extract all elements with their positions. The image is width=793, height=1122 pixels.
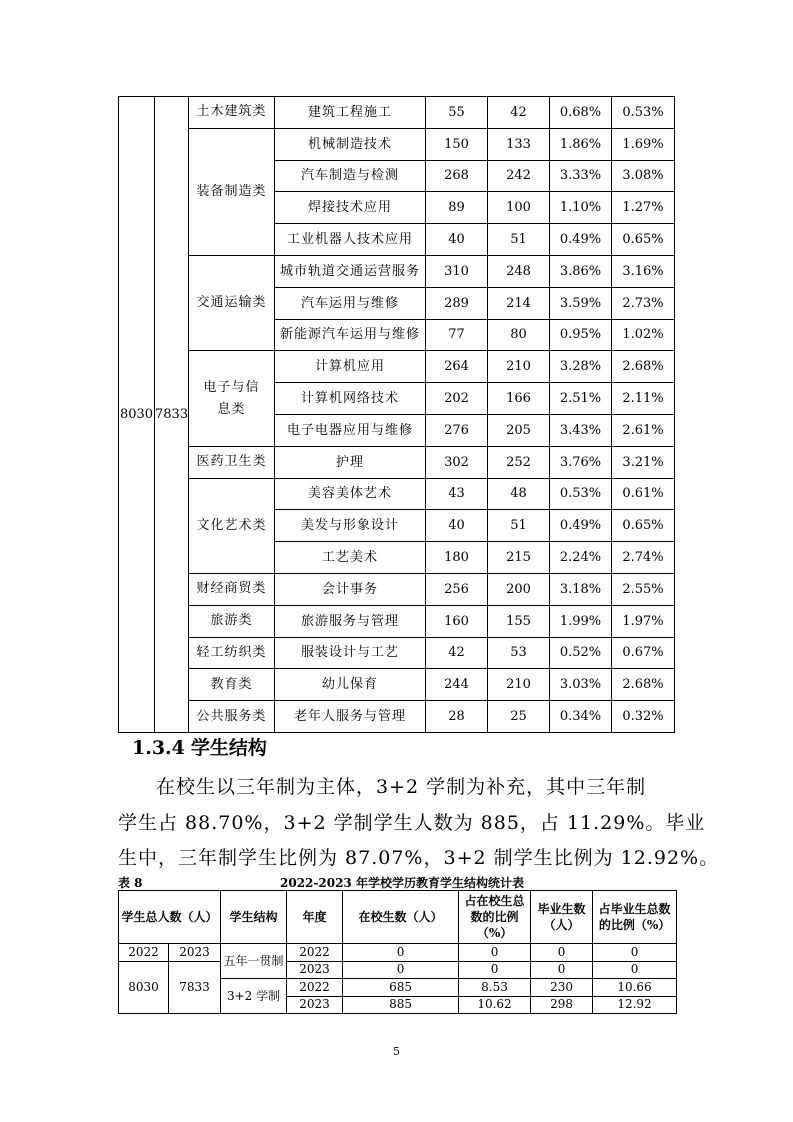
count-2023-cell: 51 bbox=[488, 224, 550, 256]
ratio-2022-cell: 0.53% bbox=[550, 478, 612, 510]
ratio-2022-cell: 3.43% bbox=[550, 414, 612, 446]
ratio-2022-cell: 3.28% bbox=[550, 351, 612, 383]
year-cell: 2023 bbox=[287, 961, 343, 979]
enrolled-cell: 885 bbox=[343, 996, 459, 1014]
table-caption-title: 2022-2023 年学校学历教育学生结构统计表 bbox=[280, 876, 524, 890]
enrolled-cell: 0 bbox=[343, 961, 459, 979]
year-cell: 2022 bbox=[287, 979, 343, 997]
ratio-2022-cell: 2.24% bbox=[550, 542, 612, 574]
ratio-2023-cell: 0.32% bbox=[612, 701, 675, 733]
major-name-cell: 机械制造技术 bbox=[275, 128, 426, 160]
count-2022-cell: 256 bbox=[426, 573, 488, 605]
table-row bbox=[119, 669, 675, 701]
major-name-cell: 幼儿保育 bbox=[275, 669, 426, 701]
ratio-2022-cell: 0.49% bbox=[550, 510, 612, 542]
enrolled-cell: 685 bbox=[343, 979, 459, 997]
ratio-2022-cell: 3.76% bbox=[550, 446, 612, 478]
ratio-2023-cell: 2.74% bbox=[612, 542, 675, 574]
count-2022-cell: 89 bbox=[426, 192, 488, 224]
table-row bbox=[119, 637, 675, 669]
student-structure-table bbox=[118, 890, 677, 1014]
category-cell: 电子与信息类 bbox=[189, 351, 275, 446]
table-row bbox=[119, 446, 675, 478]
ratio-2022-cell: 0.49% bbox=[550, 224, 612, 256]
ratio-2023-cell: 3.16% bbox=[612, 255, 675, 287]
ratio-2023-cell: 0.61% bbox=[612, 478, 675, 510]
ratio-2023-cell: 2.55% bbox=[612, 573, 675, 605]
count-2022-cell: 28 bbox=[426, 701, 488, 733]
count-2023-cell: 51 bbox=[488, 510, 550, 542]
section-heading bbox=[132, 733, 267, 760]
header-enrolled-ratio: 占在校生总数的比例（%） bbox=[459, 891, 531, 944]
category-cell: 公共服务类 bbox=[189, 701, 275, 733]
table-row bbox=[119, 573, 675, 605]
count-2022-cell: 289 bbox=[426, 287, 488, 319]
year-cell: 2022 bbox=[287, 944, 343, 962]
enrolled-ratio-cell: 0 bbox=[459, 944, 531, 962]
major-name-cell: 会计事务 bbox=[275, 573, 426, 605]
major-name-cell: 工艺美术 bbox=[275, 542, 426, 574]
ratio-2022-cell: 1.10% bbox=[550, 192, 612, 224]
ratio-2022-cell: 0.95% bbox=[550, 319, 612, 351]
count-2023-cell: 252 bbox=[488, 446, 550, 478]
count-2023-cell: 80 bbox=[488, 319, 550, 351]
table-row bbox=[119, 478, 675, 510]
graduates-cell: 0 bbox=[531, 944, 593, 962]
count-2022-cell: 43 bbox=[426, 478, 488, 510]
category-cell: 教育类 bbox=[189, 669, 275, 701]
count-2022-cell: 160 bbox=[426, 605, 488, 637]
count-2022-cell: 40 bbox=[426, 224, 488, 256]
major-name-cell: 计算机应用 bbox=[275, 351, 426, 383]
count-2022-cell: 244 bbox=[426, 669, 488, 701]
table-row bbox=[119, 701, 675, 733]
table-row bbox=[119, 944, 677, 962]
category-cell: 交通运输类 bbox=[189, 255, 275, 350]
count-2022-cell: 268 bbox=[426, 160, 488, 192]
major-name-cell: 汽车制造与检测 bbox=[275, 160, 426, 192]
header-graduates: 毕业生数（人） bbox=[531, 891, 593, 944]
major-name-cell: 服装设计与工艺 bbox=[275, 637, 426, 669]
ratio-2022-cell: 1.86% bbox=[550, 128, 612, 160]
ratio-2022-cell: 3.33% bbox=[550, 160, 612, 192]
table-row bbox=[119, 128, 675, 160]
ratio-2022-cell: 3.18% bbox=[550, 573, 612, 605]
total-2023-value: 7833 bbox=[169, 961, 221, 1014]
count-2023-cell: 200 bbox=[488, 573, 550, 605]
ratio-2022-cell: 3.03% bbox=[550, 669, 612, 701]
major-name-cell: 焊接技术应用 bbox=[275, 192, 426, 224]
paragraph-line: 在校生以三年制为主体，3+2 学制为补充，其中三年制 bbox=[156, 776, 647, 798]
count-2023-cell: 53 bbox=[488, 637, 550, 669]
graduates-cell: 0 bbox=[531, 961, 593, 979]
count-2023-cell: 42 bbox=[488, 97, 550, 129]
ratio-2023-cell: 1.27% bbox=[612, 192, 675, 224]
count-2023-cell: 166 bbox=[488, 383, 550, 415]
ratio-2022-cell: 1.99% bbox=[550, 605, 612, 637]
ratio-2023-cell: 3.08% bbox=[612, 160, 675, 192]
enrolled-ratio-cell: 10.62 bbox=[459, 996, 531, 1014]
section-title: 学生结构 bbox=[190, 737, 267, 759]
count-2022-cell: 180 bbox=[426, 542, 488, 574]
header-total: 学生总人数（人） bbox=[119, 891, 221, 944]
ratio-2023-cell: 1.97% bbox=[612, 605, 675, 637]
ratio-2023-cell: 1.02% bbox=[612, 319, 675, 351]
major-name-cell: 新能源汽车运用与维修 bbox=[275, 319, 426, 351]
ratio-2023-cell: 2.61% bbox=[612, 414, 675, 446]
category-cell: 土木建筑类 bbox=[189, 97, 275, 129]
count-2022-cell: 42 bbox=[426, 637, 488, 669]
category-cell: 轻工纺织类 bbox=[189, 637, 275, 669]
count-2023-cell: 25 bbox=[488, 701, 550, 733]
ratio-2023-cell: 0.65% bbox=[612, 224, 675, 256]
ratio-2023-cell: 2.68% bbox=[612, 351, 675, 383]
count-2022-cell: 77 bbox=[426, 319, 488, 351]
grad-ratio-cell: 0 bbox=[593, 944, 677, 962]
graduates-cell: 298 bbox=[531, 996, 593, 1014]
major-name-cell: 电子电器应用与维修 bbox=[275, 414, 426, 446]
count-2022-cell: 264 bbox=[426, 351, 488, 383]
ratio-2023-cell: 1.69% bbox=[612, 128, 675, 160]
table-row bbox=[119, 97, 675, 129]
ratio-2022-cell: 0.52% bbox=[550, 637, 612, 669]
category-cell: 医药卫生类 bbox=[189, 446, 275, 478]
major-name-cell: 护理 bbox=[275, 446, 426, 478]
header-structure: 学生结构 bbox=[221, 891, 287, 944]
count-2022-cell: 276 bbox=[426, 414, 488, 446]
count-2023-cell: 205 bbox=[488, 414, 550, 446]
header-year: 年度 bbox=[287, 891, 343, 944]
total-year-2022: 2022 bbox=[119, 944, 169, 962]
count-2023-cell: 155 bbox=[488, 605, 550, 637]
count-2022-cell: 40 bbox=[426, 510, 488, 542]
section-number: 1.3.4 bbox=[132, 737, 185, 759]
major-name-cell: 城市轨道交通运营服务 bbox=[275, 255, 426, 287]
header-grad-ratio: 占毕业生总数的比例（%） bbox=[593, 891, 677, 944]
ratio-2022-cell: 0.68% bbox=[550, 97, 612, 129]
count-2022-cell: 310 bbox=[426, 255, 488, 287]
ratio-2023-cell: 0.67% bbox=[612, 637, 675, 669]
count-2023-cell: 48 bbox=[488, 478, 550, 510]
enrolled-ratio-cell: 8.53 bbox=[459, 979, 531, 997]
count-2023-cell: 210 bbox=[488, 669, 550, 701]
category-cell: 文化艺术类 bbox=[189, 478, 275, 573]
structure-three-plus-two: 3+2 学制 bbox=[221, 979, 287, 1014]
structure-five-year: 五年一贯制 bbox=[221, 944, 287, 979]
major-name-cell: 老年人服务与管理 bbox=[275, 701, 426, 733]
category-cell: 旅游类 bbox=[189, 605, 275, 637]
major-name-cell: 美容美体艺术 bbox=[275, 478, 426, 510]
page-number: 5 bbox=[393, 1045, 400, 1058]
count-2023-cell: 248 bbox=[488, 255, 550, 287]
paragraph-line: 生中，三年制学生比例为 87.07%，3+2 制学生比例为 12.92%。 bbox=[118, 847, 720, 869]
grad-ratio-cell: 10.66 bbox=[593, 979, 677, 997]
count-2022-cell: 202 bbox=[426, 383, 488, 415]
majors-table bbox=[118, 96, 675, 733]
ratio-2022-cell: 3.86% bbox=[550, 255, 612, 287]
ratio-2023-cell: 2.68% bbox=[612, 669, 675, 701]
total-2022-value: 8030 bbox=[119, 961, 169, 1014]
total-2023-cell: 7833 bbox=[155, 97, 189, 733]
count-2023-cell: 100 bbox=[488, 192, 550, 224]
enrolled-cell: 0 bbox=[343, 944, 459, 962]
table-row bbox=[119, 255, 675, 287]
count-2023-cell: 210 bbox=[488, 351, 550, 383]
total-year-2023: 2023 bbox=[169, 944, 221, 962]
ratio-2023-cell: 0.53% bbox=[612, 97, 675, 129]
count-2023-cell: 242 bbox=[488, 160, 550, 192]
count-2022-cell: 302 bbox=[426, 446, 488, 478]
major-name-cell: 美发与形象设计 bbox=[275, 510, 426, 542]
ratio-2022-cell: 0.34% bbox=[550, 701, 612, 733]
ratio-2023-cell: 0.65% bbox=[612, 510, 675, 542]
count-2022-cell: 150 bbox=[426, 128, 488, 160]
category-cell: 财经商贸类 bbox=[189, 573, 275, 605]
header-enrolled: 在校生数（人） bbox=[343, 891, 459, 944]
count-2023-cell: 215 bbox=[488, 542, 550, 574]
grad-ratio-cell: 0 bbox=[593, 961, 677, 979]
ratio-2023-cell: 3.21% bbox=[612, 446, 675, 478]
count-2022-cell: 55 bbox=[426, 97, 488, 129]
table-caption-number: 表 8 bbox=[118, 876, 143, 890]
ratio-2023-cell: 2.11% bbox=[612, 383, 675, 415]
ratio-2022-cell: 3.59% bbox=[550, 287, 612, 319]
year-cell: 2023 bbox=[287, 996, 343, 1014]
major-name-cell: 建筑工程施工 bbox=[275, 97, 426, 129]
count-2023-cell: 214 bbox=[488, 287, 550, 319]
category-cell: 装备制造类 bbox=[189, 128, 275, 255]
table-row bbox=[119, 605, 675, 637]
major-name-cell: 计算机网络技术 bbox=[275, 383, 426, 415]
total-2022-cell: 8030 bbox=[119, 97, 155, 733]
ratio-2023-cell: 2.73% bbox=[612, 287, 675, 319]
graduates-cell: 230 bbox=[531, 979, 593, 997]
count-2023-cell: 133 bbox=[488, 128, 550, 160]
ratio-2022-cell: 2.51% bbox=[550, 383, 612, 415]
grad-ratio-cell: 12.92 bbox=[593, 996, 677, 1014]
paragraph-line: 学生占 88.70%，3+2 学制学生人数为 885，占 11.29%。毕业 bbox=[118, 812, 706, 834]
major-name-cell: 汽车运用与维修 bbox=[275, 287, 426, 319]
major-name-cell: 工业机器人技术应用 bbox=[275, 224, 426, 256]
major-name-cell: 旅游服务与管理 bbox=[275, 605, 426, 637]
table-row bbox=[119, 351, 675, 383]
enrolled-ratio-cell: 0 bbox=[459, 961, 531, 979]
table-row bbox=[119, 961, 677, 979]
